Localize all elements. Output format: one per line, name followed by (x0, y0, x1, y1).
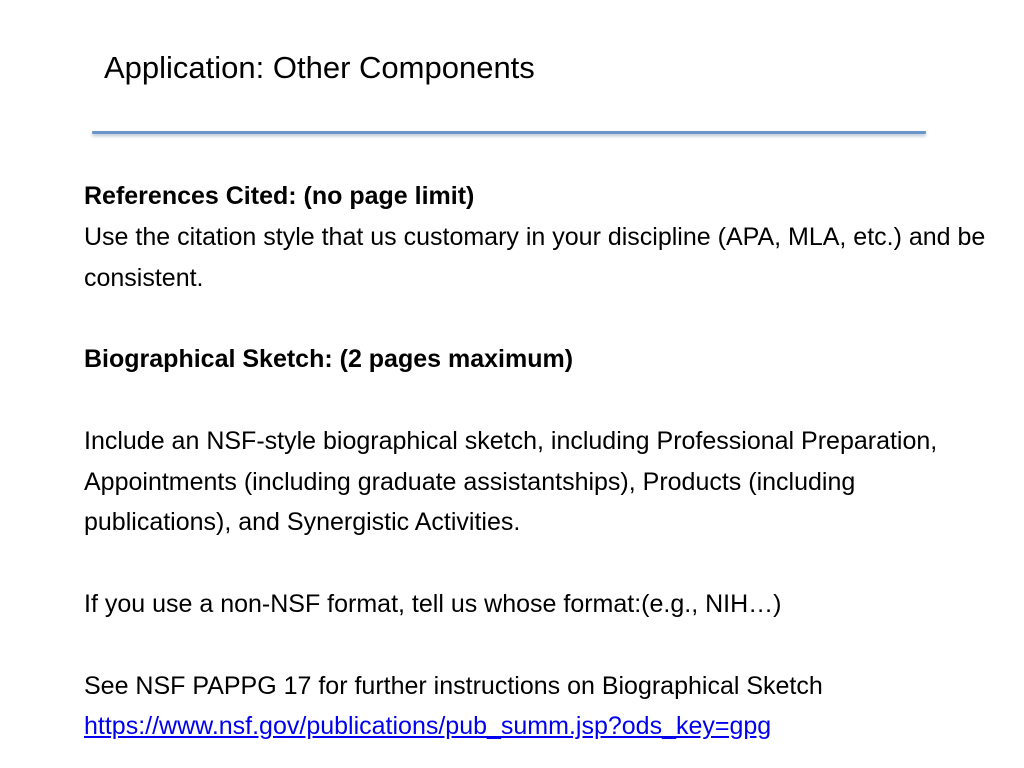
biosketch-heading: Biographical Sketch: (2 pages maximum) (84, 345, 574, 374)
spacer (84, 625, 1004, 666)
references-heading: References Cited: (no page limit) (84, 182, 475, 210)
spacer (84, 298, 1004, 339)
biosketch-text: Include an NSF-style biographical sketch, including Professional Preparation, Appointments (including graduate assistantships), Products (including publications), and Synergistic Activities. (84, 426, 938, 537)
nsf-pappg-link[interactable]: https://www.nsf.gov/publications/pub_summ.jsp?ods_key=gpg (84, 712, 772, 741)
spacer (84, 543, 1004, 584)
slide-body (84, 176, 1004, 747)
instructions-text: See NSF PAPPG 17 for further instructions on Biographical Sketch (84, 671, 823, 700)
slide-title: Application: Other Components (104, 50, 535, 85)
format-note: If you use a non-NSF format, tell us whose format:(e.g., NIH…) (84, 589, 782, 618)
title-divider (92, 131, 926, 134)
spacer (84, 380, 1004, 421)
references-text: Use the citation style that us customary in your discipline (APA, MLA, etc.) and be consistent. (84, 222, 986, 292)
